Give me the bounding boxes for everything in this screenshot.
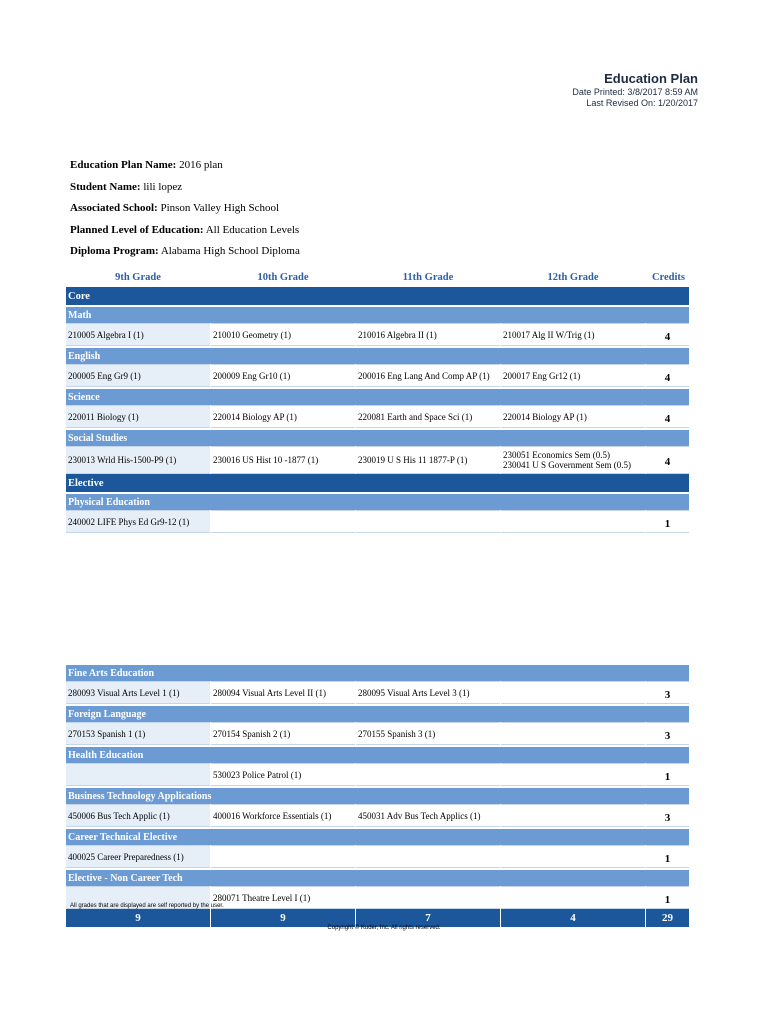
section-label: Fine Arts Education xyxy=(66,663,689,681)
course-cell: 280093 Visual Arts Level 1 (1) xyxy=(66,681,210,704)
course-row xyxy=(66,845,689,868)
info-plan-name xyxy=(70,157,300,179)
course-cell: 400016 Workforce Essentials (1) xyxy=(211,804,355,827)
course-cell: 280095 Visual Arts Level 3 (1) xyxy=(356,681,500,704)
row-credits: 4 xyxy=(646,323,689,346)
section-label: Social Studies xyxy=(66,428,689,446)
course-cell: 220011 Biology (1) xyxy=(66,405,210,428)
course-cell: 270155 Spanish 3 (1) xyxy=(356,722,500,745)
course-cell xyxy=(66,763,210,786)
course-row xyxy=(66,405,689,428)
info-label: Diploma Program: xyxy=(70,245,159,257)
info-value: 2016 plan xyxy=(179,159,223,171)
info-value: lili lopez xyxy=(143,180,183,193)
course-cell: 230051 Economics Sem (0.5) 230041 U S Government Sem (0.5) xyxy=(501,446,645,474)
course-cell: 200016 Eng Lang And Comp AP (1) xyxy=(356,364,500,387)
course-cell: 230016 US Hist 10 -1877 (1) xyxy=(211,446,355,474)
course-cell: 230013 Wrld His-1500-P9 (1) xyxy=(66,446,210,474)
course-cell xyxy=(501,510,645,533)
course-cell xyxy=(501,763,645,786)
course-cell xyxy=(501,845,645,868)
copyright: Copyright © Kuder, Inc. All rights reserved. xyxy=(327,925,441,931)
course-cell: 210017 Alg II W/Trig (1) xyxy=(501,323,645,346)
course-cell xyxy=(356,845,500,868)
subsection-header xyxy=(66,786,689,804)
subsection-header xyxy=(66,428,689,446)
report-header xyxy=(572,71,698,109)
course-row xyxy=(66,763,689,786)
course-cell: 450006 Bus Tech Applic (1) xyxy=(66,804,210,827)
row-credits: 3 xyxy=(646,804,689,827)
course-cell: 530023 Police Patrol (1) xyxy=(211,763,355,786)
section-label: Business Technology Applications xyxy=(66,786,689,804)
course-cell: 210016 Algebra II (1) xyxy=(356,323,500,346)
last-revised: Last Revised On: 1/20/2017 xyxy=(586,98,698,108)
course-cell xyxy=(356,763,500,786)
total-11th: 7 xyxy=(356,909,500,927)
date-printed: Date Printed: 3/8/2017 8:59 AM xyxy=(572,87,698,97)
course-row xyxy=(66,446,689,474)
course-cell: 450031 Adv Bus Tech Applics (1) xyxy=(356,804,500,827)
column-header-credits: Credits xyxy=(651,271,685,283)
row-credits: 1 xyxy=(646,886,689,909)
info-education-level xyxy=(70,222,300,244)
course-cell xyxy=(356,886,500,909)
subsection-header xyxy=(66,663,689,681)
info-value: All Education Levels xyxy=(205,223,300,236)
row-credits: 1 xyxy=(646,763,689,786)
column-header: 11th Grade xyxy=(402,271,454,283)
info-school xyxy=(70,200,300,222)
info-label: Planned Level of Education: xyxy=(70,223,204,236)
course-row xyxy=(66,804,689,827)
plan-table-page2 xyxy=(65,663,690,927)
course-cell: 270153 Spanish 1 (1) xyxy=(66,722,210,745)
row-credits: 3 xyxy=(646,722,689,745)
course-row xyxy=(66,364,689,387)
subsection-header xyxy=(66,492,689,510)
section-label: Career Technical Elective xyxy=(66,827,689,845)
course-cell xyxy=(211,845,355,868)
section-header xyxy=(66,474,689,492)
course-cell: 240002 LIFE Phys Ed Gr9-12 (1) xyxy=(66,510,210,533)
course-cell: 200017 Eng Gr12 (1) xyxy=(501,364,645,387)
section-label: Foreign Language xyxy=(66,704,689,722)
row-credits: 3 xyxy=(646,681,689,704)
course-cell xyxy=(501,722,645,745)
course-cell xyxy=(356,510,500,533)
row-credits: 1 xyxy=(646,845,689,868)
info-label: Student Name: xyxy=(70,180,141,193)
row-credits: 4 xyxy=(646,446,689,474)
section-label: Elective xyxy=(66,474,689,492)
course-cell xyxy=(501,681,645,704)
footnote: All grades that are displayed are self reported by the user. xyxy=(70,903,224,909)
column-headers xyxy=(66,267,689,287)
subsection-header xyxy=(66,305,689,323)
total-9th: 9 xyxy=(66,909,210,927)
course-row xyxy=(66,681,689,704)
section-label: English xyxy=(66,346,689,364)
course-cell: 270154 Spanish 2 (1) xyxy=(211,722,355,745)
course-cell: 210010 Geometry (1) xyxy=(211,323,355,346)
course-cell: 220014 Biology AP (1) xyxy=(211,405,355,428)
column-header: 10th Grade xyxy=(257,271,309,283)
total-12th: 4 xyxy=(501,909,645,927)
subsection-header xyxy=(66,827,689,845)
report-title: Education Plan xyxy=(604,71,698,86)
info-value: Alabama High School Diploma xyxy=(160,245,300,257)
row-credits: 4 xyxy=(646,364,689,387)
subsection-header xyxy=(66,387,689,405)
info-diploma xyxy=(70,243,300,265)
column-header: 12th Grade xyxy=(547,271,599,283)
course-cell: 200009 Eng Gr10 (1) xyxy=(211,364,355,387)
plan-table-page1 xyxy=(65,267,690,533)
subsection-header xyxy=(66,745,689,763)
course-cell: 280094 Visual Arts Level II (1) xyxy=(211,681,355,704)
column-header: 9th Grade xyxy=(115,271,161,283)
course-cell xyxy=(501,804,645,827)
section-label: Health Education xyxy=(66,745,689,763)
info-value: Pinson Valley High School xyxy=(160,202,280,214)
subsection-header xyxy=(66,346,689,364)
course-cell: 230019 U S His 11 1877-P (1) xyxy=(356,446,500,474)
course-row xyxy=(66,510,689,533)
section-label: Science xyxy=(66,387,689,405)
total-10th: 9 xyxy=(211,909,355,927)
section-label: Physical Education xyxy=(66,492,689,510)
section-label: Elective - Non Career Tech xyxy=(66,868,689,886)
info-label: Education Plan Name: xyxy=(70,159,177,171)
subsection-header xyxy=(66,868,689,886)
subsection-header xyxy=(66,704,689,722)
row-credits: 4 xyxy=(646,405,689,428)
course-cell: 220081 Earth and Space Sci (1) xyxy=(356,405,500,428)
course-cell: 220014 Biology AP (1) xyxy=(501,405,645,428)
row-credits: 1 xyxy=(646,510,689,533)
section-label: Core xyxy=(66,287,689,305)
course-cell xyxy=(211,510,355,533)
info-student-name xyxy=(70,179,300,201)
section-header xyxy=(66,287,689,305)
course-cell xyxy=(501,886,645,909)
course-cell: 280071 Theatre Level I (1) xyxy=(211,886,355,909)
info-label: Associated School: xyxy=(70,202,158,214)
plan-info xyxy=(70,157,300,265)
section-label: Math xyxy=(66,305,689,323)
course-cell: 400025 Career Preparedness (1) xyxy=(66,845,210,868)
course-row xyxy=(66,323,689,346)
total-credits: 29 xyxy=(646,909,689,927)
course-cell: 210005 Algebra I (1) xyxy=(66,323,210,346)
course-row xyxy=(66,722,689,745)
course-cell: 200005 Eng Gr9 (1) xyxy=(66,364,210,387)
